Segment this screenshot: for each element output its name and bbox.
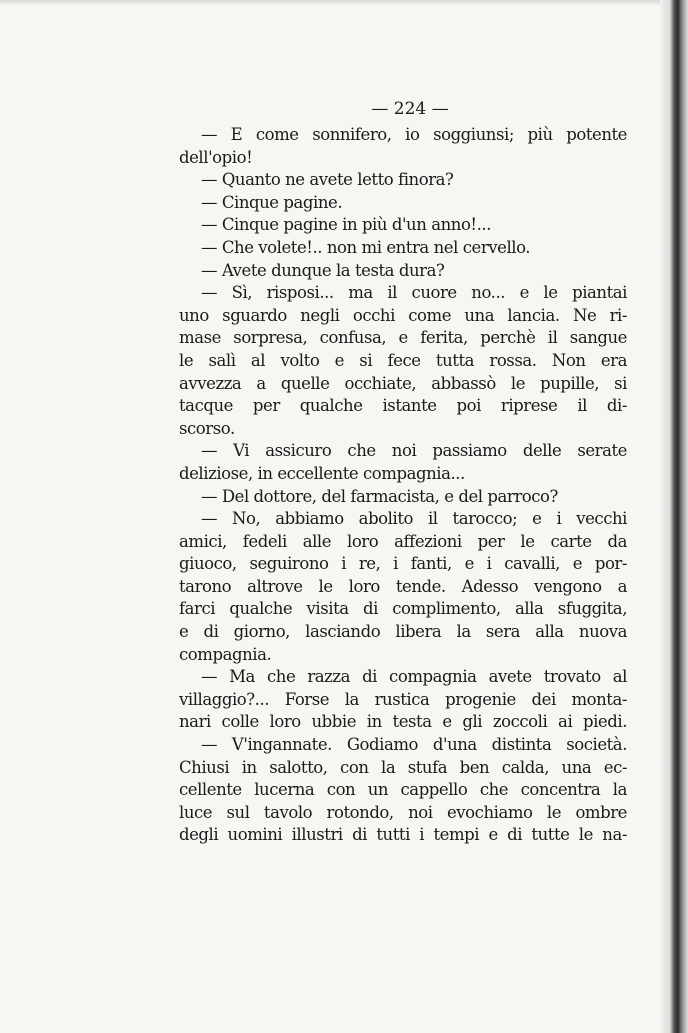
body-text [179,124,627,847]
text-line: — Del dottore, del farmacista, e del parroco? [201,486,558,506]
text-line: tarono altrove le loro tende. Adesso vengono a [179,576,627,596]
text-line: — Cinque pagine. [201,192,343,212]
page-top-edge [0,0,688,6]
text-line: tacque per qualche istante poi riprese il di- [179,396,627,416]
text-line: — V'ingannate. Godiamo d'una distinta società. [201,735,627,755]
text-line: Chiusi in salotto, con la stufa ben calda, una ec- [179,757,627,777]
text-line: villaggio?... Forse la rustica progenie dei monta- [179,689,627,709]
text-line: compagnia. [179,644,272,664]
text-line: — Vi assicuro che noi passiamo delle serate [201,441,627,461]
text-line: scorso. [179,418,235,438]
text-line: degli uomini illustri di tutti i tempi e di tutte le na- [179,825,627,845]
text-line: e di giorno, lasciando libera la sera alla nuova [179,622,627,642]
text-line: uno sguardo negli occhi come una lancia. Ne ri- [179,305,627,325]
text-line: — Sì, risposi... ma il cuore no... e le piantai [201,283,627,303]
text-line: dell'opio! [179,147,253,167]
text-line: — Quanto ne avete letto finora? [201,170,454,190]
text-line: giuoco, seguirono i re, i fanti, e i cavalli, e por- [179,554,627,574]
text-line: — Cinque pagine in più d'un anno!... [201,215,491,235]
text-line: luce sul tavolo rotondo, noi evochiamo le ombre [179,802,627,822]
text-line: — Avete dunque la testa dura? [201,260,445,280]
page-number: — 224 — [371,99,449,119]
text-line: cellente lucerna con un cappello che concentra la [179,780,627,800]
text-line: — E come sonnifero, io soggiunsi; più potente [201,125,627,144]
text-line: — No, abbiamo abolito il tarocco; e i vecchi [201,509,627,529]
text-line: mase sorpresa, confusa, e ferita, perchè il sangue [179,328,627,348]
text-line: nari colle loro ubbie in testa e gli zoccoli ai piedi. [179,712,627,732]
book-spine-shadow [660,0,688,1033]
text-line: le salì al volto e si fece tutta rossa. Non era [179,350,627,370]
text-line: amici, fedeli alle loro affezioni per le carte da [179,531,627,551]
text-line: avvezza a quelle occhiate, abbassò le pupille, si [179,373,627,393]
text-line: farci qualche visita di complimento, alla sfuggita, [179,599,627,619]
text-line: deliziose, in eccellente compagnia... [179,463,465,483]
text-line: — Ma che razza di compagnia avete trovato al [201,667,627,687]
text-line: — Che volete!.. non mi entra nel cervello. [201,237,531,257]
